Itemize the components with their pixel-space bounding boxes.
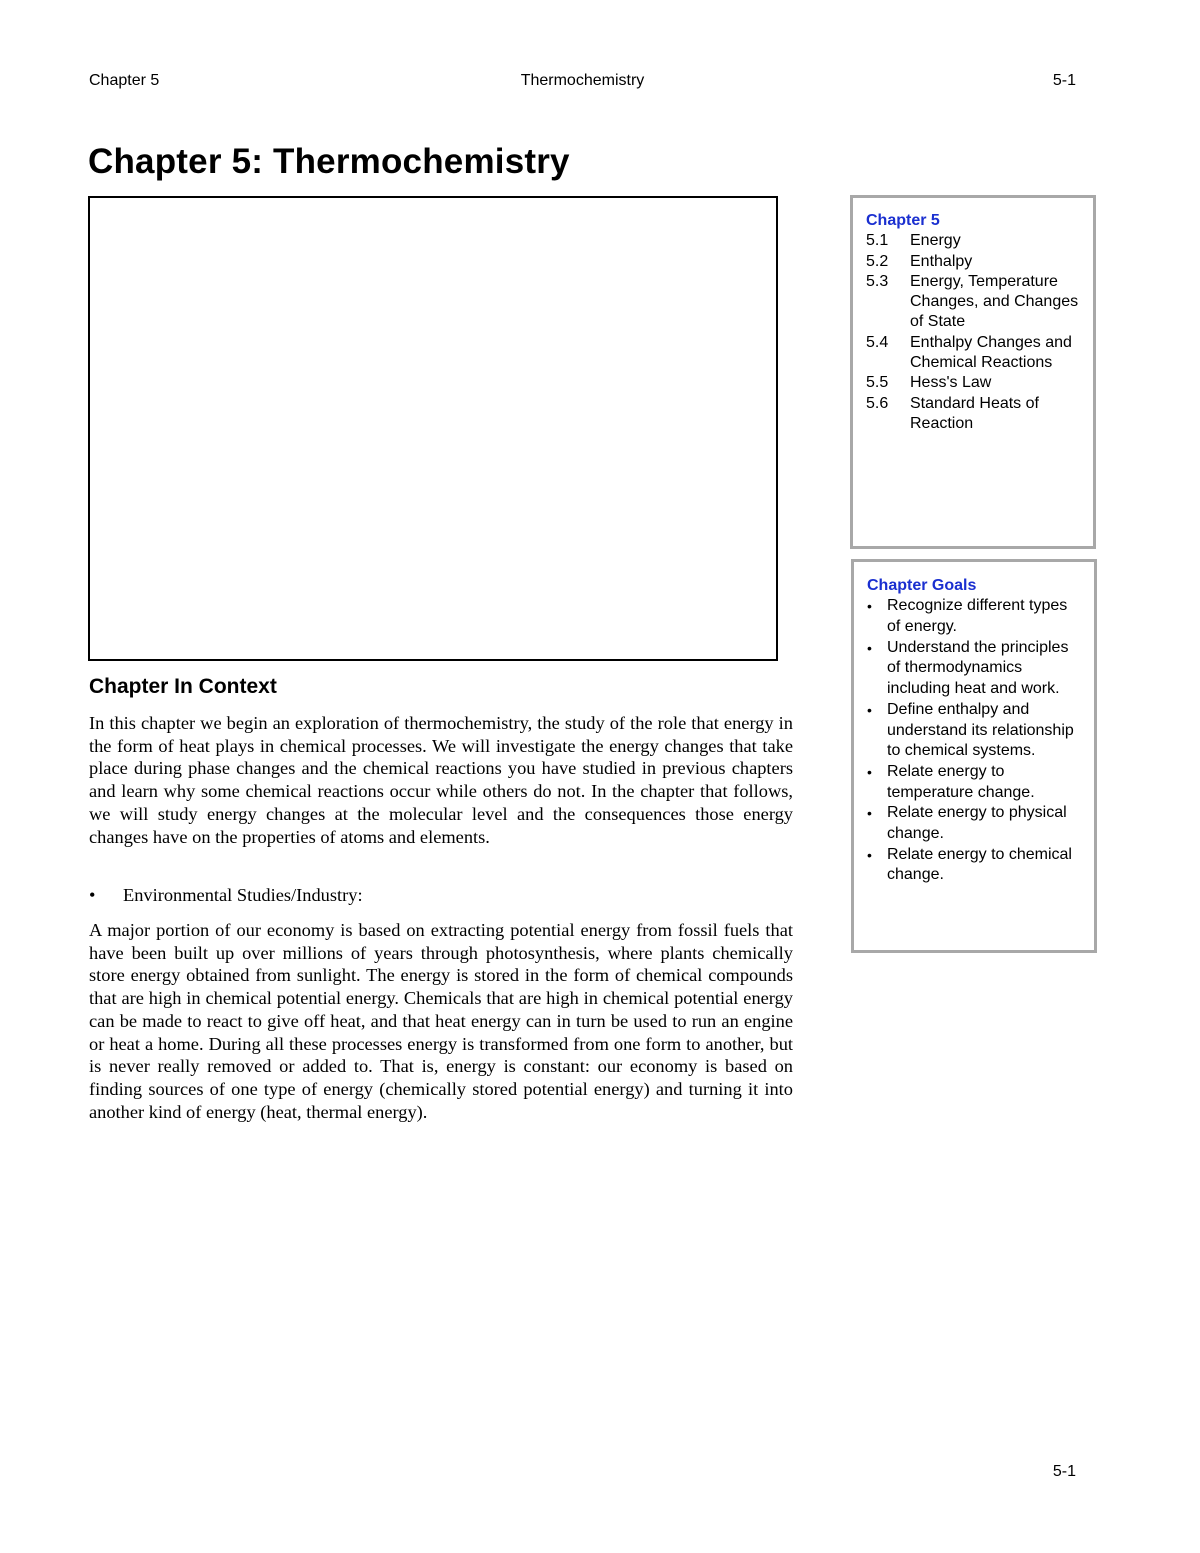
toc-item-number: 5.4 <box>866 333 889 351</box>
chapter-goals-box <box>851 559 1097 953</box>
bullet-icon: • <box>867 763 872 780</box>
toc-item-number: 5.6 <box>866 394 889 412</box>
goal-item <box>867 596 1084 637</box>
toc-item-label: Energy <box>910 232 961 250</box>
bullet-icon: • <box>867 701 872 718</box>
goal-item <box>867 845 1084 886</box>
context-bullet <box>89 884 363 906</box>
toc-item-number: 5.5 <box>866 374 889 392</box>
bullet-icon: • <box>867 805 872 822</box>
toc-item-number: 5.3 <box>866 272 889 290</box>
header-chapter: Chapter 5 <box>89 72 160 89</box>
toc-item <box>866 394 1083 435</box>
bullet-icon: • <box>867 639 872 656</box>
goal-text: Understand the principles of thermodynamics including heat and work. <box>887 638 1069 698</box>
goals-title: Chapter Goals <box>867 577 977 594</box>
goal-item <box>867 700 1084 762</box>
toc-item <box>866 231 1083 251</box>
toc-title: Chapter 5 <box>866 212 940 229</box>
toc-item-number: 5.2 <box>866 252 889 270</box>
header-page-number: 5-1 <box>1052 72 1076 89</box>
bullet-icon: • <box>867 846 872 863</box>
toc-item-number: 5.1 <box>866 232 889 250</box>
bullet-icon: • <box>89 885 96 905</box>
chapter-figure-frame <box>88 196 778 661</box>
toc-item <box>866 333 1083 374</box>
toc-item-label: Enthalpy <box>910 252 973 270</box>
chapter-contents-box <box>850 195 1096 549</box>
context-paragraph-2: A major portion of our economy is based on extracting potential energy from fossil fuels that have been built up over millions of years through photosynthesis, where plants chemically store energy obtained from sunlight. The energy is stored in the form of chemical compounds that are high in chemical potential energy. Chemicals that are high in chemical potential energy can be made to react to give off heat, and that heat energy can in turn be used to run an engine or heat a home. During all these processes energy is transformed from one form to another, but is never really removed or added to. That is, energy is constant: our economy is based on finding sources of one type of energy (chemically stored potential energy) and turning it into another kind of energy (heat, thermal energy). <box>89 920 793 1122</box>
goal-item <box>867 638 1084 700</box>
goal-text: Recognize different types of energy. <box>887 597 1068 635</box>
toc-item-label: Hess's Law <box>910 374 992 392</box>
bullet-icon: • <box>867 598 872 615</box>
goal-text: Relate energy to temperature change. <box>887 762 1035 801</box>
toc-item <box>866 272 1083 333</box>
goal-text: Define enthalpy and understand its relationship to chemical systems. <box>887 700 1074 760</box>
toc-item-label: Standard Heats of Reaction <box>910 394 1039 432</box>
context-heading: Chapter In Context <box>89 675 277 698</box>
goal-item <box>867 803 1084 844</box>
header-subject: Thermochemistry <box>520 72 645 89</box>
chapter-title: Chapter 5: Thermochemistry <box>88 142 570 181</box>
footer-page-number: 5-1 <box>1052 1463 1076 1480</box>
toc-item-label: Energy, Temperature Changes, and Changes of State <box>910 272 1079 331</box>
context-bullet-text: Environmental Studies/Industry: <box>123 885 363 905</box>
toc-item <box>866 373 1083 393</box>
context-paragraph-1: In this chapter we begin an exploration of thermochemistry, the study of the role that energy in the form of heat plays in chemical processes. We will investigate the energy changes that take place during phase changes and the chemical reactions you have studied in previous chapters and learn why some chemical reactions occur while others do not. In the chapter that follows, we will study energy changes at the molecular level and the consequences those energy changes have on the properties of atoms and elements. <box>89 713 793 847</box>
toc-list <box>866 231 1083 434</box>
goal-text: Relate energy to physical change. <box>887 804 1067 843</box>
goals-list <box>867 596 1084 886</box>
goal-item <box>867 762 1084 803</box>
toc-item-label: Enthalpy Changes and Chemical Reactions <box>910 333 1072 372</box>
goal-text: Relate energy to chemical change. <box>887 845 1072 884</box>
running-header <box>89 72 1076 92</box>
toc-item <box>866 252 1083 272</box>
